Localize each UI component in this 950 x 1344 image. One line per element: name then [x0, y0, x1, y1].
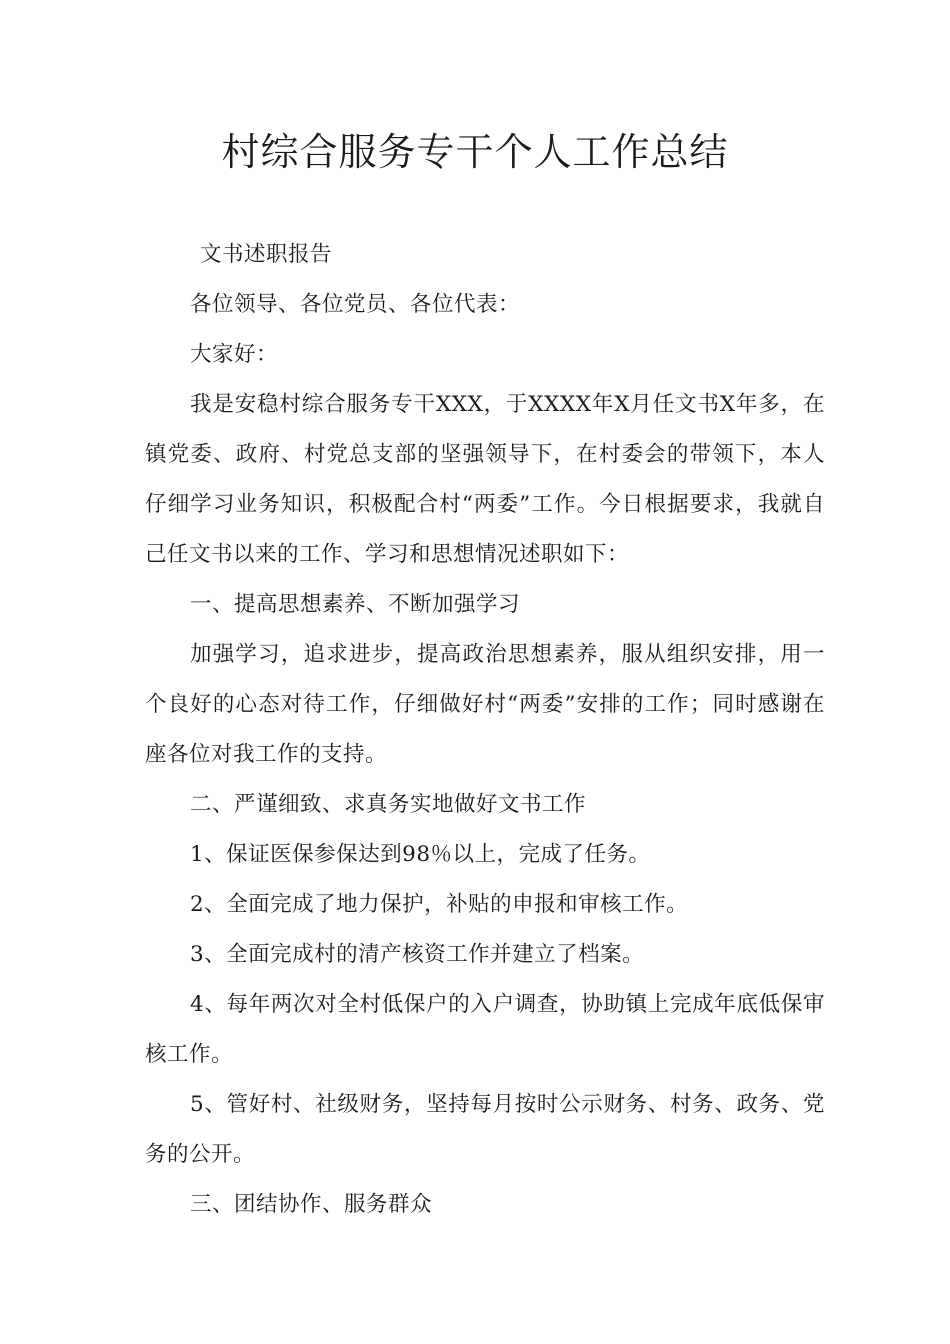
list-item-1: 1、保证医保参保达到98％以上，完成了任务。 — [190, 842, 651, 867]
list-item-5: 5、管好村、社级财务，坚持每月按时公示财务、村务、政务、党务的公开。 — [145, 1092, 825, 1167]
list-item-3: 3、全面完成村的清产核资工作并建立了档案。 — [190, 942, 645, 967]
greeting: 大家好： — [190, 342, 279, 367]
document-body — [145, 230, 825, 1230]
report-subtitle: 文书述职报告 — [200, 242, 333, 267]
document-title: 村综合服务专干个人工作总结 — [221, 130, 729, 174]
section-heading-1: 一、提高思想素养、不断加强学习 — [190, 592, 521, 617]
section-1-paragraph: 加强学习，追求进步，提高政治思想素养，服从组织安排，用一个良好的心态对待工作，仔细做好村“两委”安排的工作；同时感谢在座各位对我工作的支持。 — [145, 642, 825, 767]
list-item-2: 2、全面完成了地力保护，补贴的申报和审核工作。 — [190, 892, 689, 917]
section-heading-2: 二、严谨细致、求真务实地做好文书工作 — [190, 792, 587, 817]
intro-paragraph: 我是安稳村综合服务专干XXX，于XXXX年X月任文书X年多，在镇党委、政府、村党总支部的坚强领导下，在村委会的带领下，本人仔细学习业务知识，积极配合村“两委”工作。今日根据要求，我就自己任文书以来的工作、学习和思想情况述职如下： — [145, 392, 825, 567]
salutation: 各位领导、各位党员、各位代表： — [190, 292, 521, 317]
section-heading-3: 三、团结协作、服务群众 — [190, 1192, 433, 1217]
list-item-4: 4、每年两次对全村低保户的入户调查，协助镇上完成年底低保审核工作。 — [145, 992, 825, 1067]
